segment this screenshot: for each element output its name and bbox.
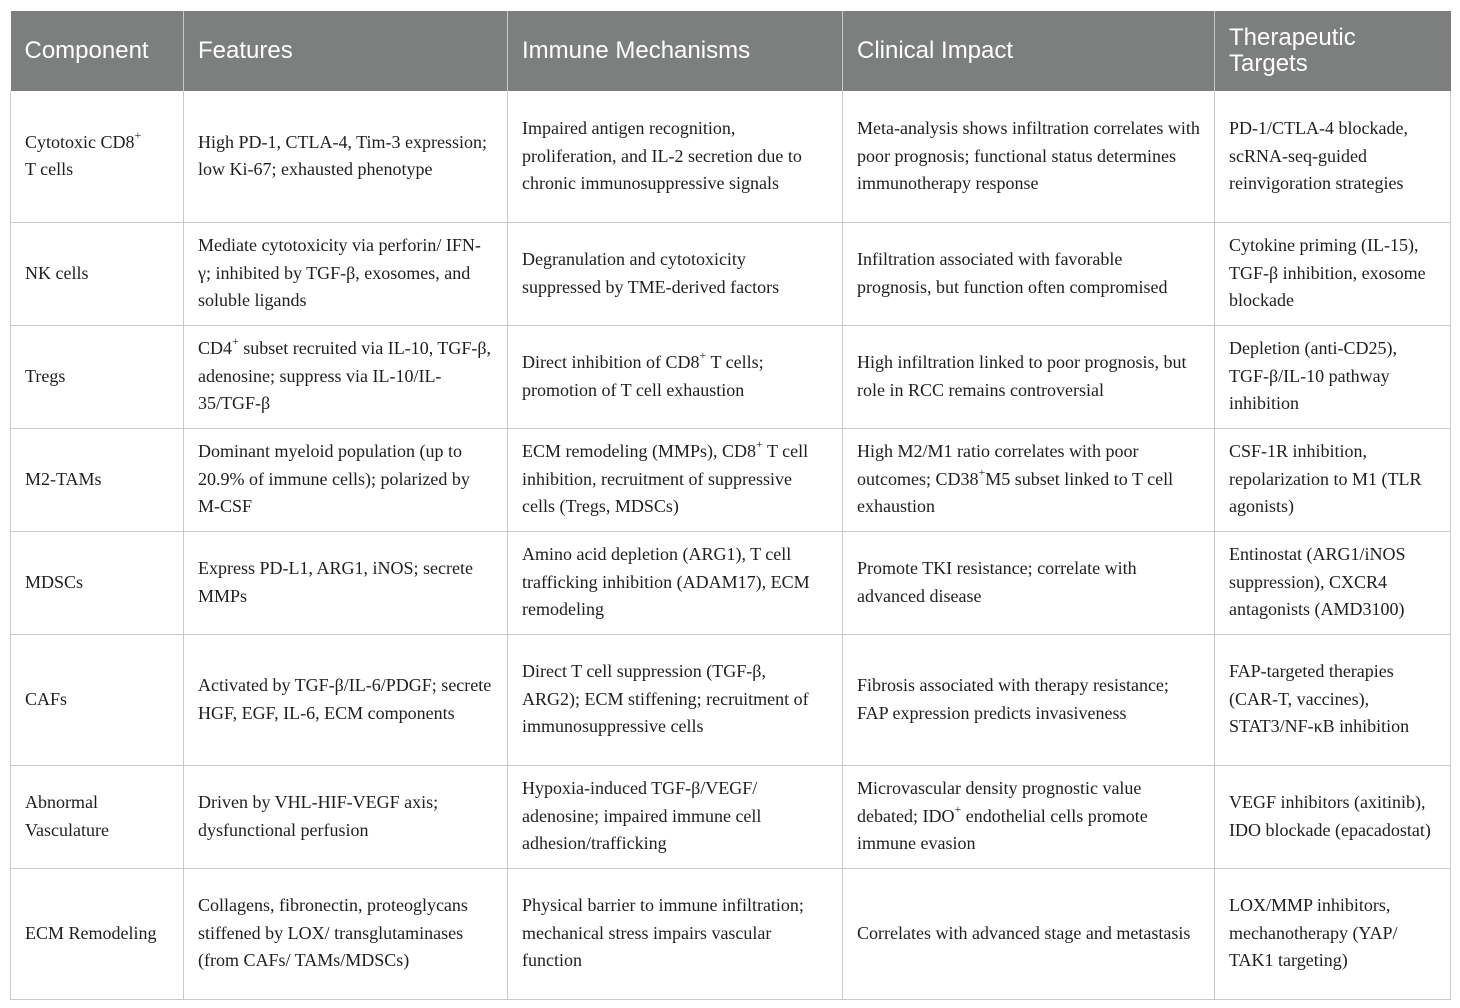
cell-features [184, 325, 508, 428]
cell-text: Microvascular density prognostic value debated; IDO [857, 778, 1142, 826]
cell-text: endothelial cells promote immune evasion [857, 805, 1148, 854]
header-immune-mechanisms: Immune Mechanisms [508, 11, 843, 91]
cell-features: High PD-1, CTLA-4, Tim-3 expression; low Ki-67; exhausted phenotype [184, 91, 508, 222]
table-row [11, 634, 1451, 765]
cell-mechanisms: Hypoxia-induced TGF-β/VEGF/ adenosine; impaired immune cell adhesion/trafficking [508, 765, 843, 868]
table-row [11, 325, 1451, 428]
table-row [11, 765, 1451, 868]
cell-clinical: Promote TKI resistance; correlate with advanced disease [843, 531, 1215, 634]
cell-clinical [843, 765, 1215, 868]
cell-therapeutic: Cytokine priming (IL-15), TGF-β inhibition, exosome blockade [1215, 222, 1451, 325]
cell-mechanisms [508, 428, 843, 531]
cell-therapeutic: Entinostat (ARG1/iNOS suppression), CXCR4 antagonists (AMD3100) [1215, 531, 1451, 634]
table-row [11, 222, 1451, 325]
cell-features: Collagens, fibronectin, proteoglycans stiffened by LOX/ transglutaminases (from CAFs/ TAMs/MDSCs) [184, 868, 508, 999]
cell-therapeutic: Depletion (anti-CD25), TGF-β/IL-10 pathway inhibition [1215, 325, 1451, 428]
superscript: + [954, 801, 962, 816]
cell-text: Cytotoxic CD8 [25, 131, 135, 152]
cell-clinical: Fibrosis associated with therapy resistance; FAP expression predicts invasiveness [843, 634, 1215, 765]
cell-text: CD4 [198, 338, 233, 359]
cell-component: Abnormal Vasculature [11, 765, 184, 868]
cell-features: Express PD-L1, ARG1, iNOS; secrete MMPs [184, 531, 508, 634]
cell-therapeutic: CSF-1R inhibition, repolarization to M1 (TLR agonists) [1215, 428, 1451, 531]
superscript: + [756, 437, 763, 452]
cell-features: Activated by TGF-β/IL-6/PDGF; secrete HGF, EGF, IL-6, ECM components [184, 634, 508, 765]
cell-component: NK cells [11, 222, 184, 325]
data-table [10, 11, 1451, 1000]
cell-mechanisms: Direct T cell suppression (TGF-β, ARG2); ECM stiffening; recruitment of immunosuppressive cells [508, 634, 843, 765]
cell-text: subset recruited via IL-10, TGF-β, adenosine; suppress via IL-10/IL-35/TGF-β [198, 338, 492, 414]
cell-mechanisms: Impaired antigen recognition, proliferation, and IL-2 secretion due to chronic immunosuppressive signals [508, 91, 843, 222]
superscript: + [232, 334, 239, 349]
cell-component [11, 91, 184, 222]
header-features: Features [184, 11, 508, 91]
cell-component: MDSCs [11, 531, 184, 634]
cell-text: Direct inhibition of CD8 [522, 352, 700, 372]
cell-mechanisms [508, 325, 843, 428]
cell-therapeutic: VEGF inhibitors (axitinib), IDO blockade (epacadostat) [1215, 765, 1451, 868]
cell-mechanisms: Physical barrier to immune infiltration; mechanical stress impairs vascular function [508, 868, 843, 999]
cell-clinical [843, 428, 1215, 531]
cell-clinical: Infiltration associated with favorable prognosis, but function often compromised [843, 222, 1215, 325]
header-row [11, 11, 1451, 91]
cell-text: T cells [25, 159, 74, 180]
cell-features: Dominant myeloid population (up to 20.9% of immune cells); polarized by M-CSF [184, 428, 508, 531]
table-body [11, 91, 1451, 999]
header-component: Component [24, 37, 149, 64]
table-row [11, 868, 1451, 999]
cell-clinical: Meta-analysis shows infiltration correlates with poor prognosis; functional status determines immunotherapy response [843, 91, 1215, 222]
table-row [11, 428, 1451, 531]
cell-text: M5 subset linked to T cell exhaustion [857, 468, 1174, 517]
cell-text: ECM remodeling (MMPs), CD8 [522, 441, 756, 462]
cell-component: CAFs [11, 634, 184, 765]
cell-therapeutic: PD-1/CTLA-4 blockade, scRNA-seq-guided reinvigoration strategies [1215, 91, 1451, 222]
cell-mechanisms: Degranulation and cytotoxicity suppressed by TME-derived factors [508, 222, 843, 325]
header-clinical-impact: Clinical Impact [843, 11, 1215, 91]
header-therapeutic-targets: Therapeutic Targets [1215, 11, 1451, 91]
cell-text: T cell inhibition, recruitment of suppressive cells (Tregs, MDSCs) [522, 441, 809, 517]
cell-clinical: Correlates with advanced stage and metastasis [843, 868, 1215, 999]
table-row [11, 91, 1451, 222]
cell-component: M2-TAMs [11, 428, 184, 531]
table-row [11, 531, 1451, 634]
cell-therapeutic: LOX/MMP inhibitors, mechanotherapy (YAP/ TAK1 targeting) [1215, 868, 1451, 999]
cell-features: Driven by VHL-HIF-VEGF axis; dysfunctional perfusion [184, 765, 508, 868]
superscript: + [134, 127, 142, 142]
cell-features: Mediate cytotoxicity via perforin/ IFN-γ; inhibited by TGF-β, exosomes, and soluble ligands [184, 222, 508, 325]
cell-component: ECM Remodeling [11, 868, 184, 999]
superscript: + [978, 464, 986, 479]
cell-therapeutic: FAP-targeted therapies (CAR-T, vaccines), STAT3/NF-κB inhibition [1215, 634, 1451, 765]
cell-clinical: High infiltration linked to poor prognosis, but role in RCC remains controversial [843, 325, 1215, 428]
cell-text: High M2/M1 ratio correlates with poor outcomes; CD38 [857, 441, 1139, 489]
superscript: + [699, 348, 707, 362]
cell-mechanisms: Amino acid depletion (ARG1), T cell trafficking inhibition (ADAM17), ECM remodeling [508, 531, 843, 634]
cell-component: Tregs [11, 325, 184, 428]
cell-text: T cells; promotion of T cell exhaustion [522, 352, 764, 400]
